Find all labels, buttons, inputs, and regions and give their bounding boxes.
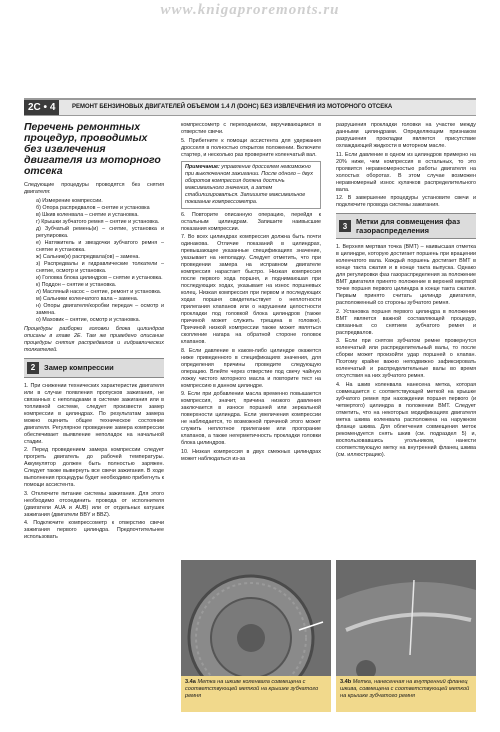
paragraph: 11. Если давление в одном из цилиндров примерно на 20% ниже, чем компрессия в остальных, то это проявится неравномерностью работы двигателя на холостых оборотах. В этом случае возможен неравномерный износ кулачков распределительного вала.	[336, 151, 476, 193]
italic-note: Процедуры разборки головки блока цилиндров описаны в главе 2E. Там же приведено описание процедуры снятия распредвалов и гидравлических толкателей.	[24, 325, 164, 353]
column-1	[24, 122, 164, 543]
paragraph: 12. В завершение процедуры установите свечи и подключите провода системы зажигания.	[336, 195, 476, 208]
watermark: www.knigaproremonts.ru	[160, 2, 340, 18]
column-3	[336, 122, 476, 460]
paragraph: 3. Если при снятом зубчатом ремне провернутся коленчатый или распределительный валы, то после сборки может произойти удар поршней о клапан. Поэтому крайне важно неподвижно зафиксировать коленчатый и распределительные валы во время отсутствия на них зубчатого ремня.	[336, 338, 476, 379]
header-title: РЕМОНТ БЕНЗИНОВЫХ ДВИГАТЕЛЕЙ ОБЪЕМОМ 1.4 Л (DOHC) БЕЗ ИЗВЛЕЧЕНИЯ ИЗ МОТОРНОГО ОТСЕКА	[72, 104, 393, 110]
paragraph: 9. Если при добавлении масла временно повышается компрессия, значит, причина низкого давления заключается в износе поршней или зеркальной поверхности цилиндра. Если увеличения компрессии не наблюдается, то возможной причиной этого может служить неплотное прилегание или прогорание клапанов, а также негерметичность прокладки головки блока цилиндров.	[181, 391, 321, 446]
photo-3-4b	[336, 560, 476, 712]
list-item: б) Опора распредвалов – снятие и установка	[36, 204, 150, 211]
paragraph: 4. На шкив коленвала нанесена метка, которая совмещается с соответствующей меткой на крышке зубчатого ремня при нахождении поршня первого (и четвертого) цилиндра в положении ВМТ. Следует отметить, что на некоторых модификациях двигателя метка шкива коленвала расположена на наружном фланце шкива. Для облегчения совмещения меток рекомендуется снять шкив (см. подраздел 5) и, воспользовавшись угольником, нанести соответствующую метку на внутренний фланец шкива (см. иллюстрацию).	[336, 381, 476, 458]
section-number: 3	[339, 220, 351, 232]
list-item: е) Натяжитель и звездочки зубчатого ремня – снятие и установка.	[36, 239, 164, 253]
photo-caption	[336, 676, 476, 712]
note-text: управление дросселем невозможно при выключенном зажигании. После одного – двух оборотов компрессия должна достичь максимального значения, а затем стабилизироваться. Запишите максимальное показание компрессометра.	[185, 163, 313, 205]
photo-number: 3.4b	[340, 679, 352, 685]
photo-3-4a	[181, 560, 331, 712]
paragraph: 2. Перед проведением замера компрессии следует прогреть двигатель до рабочей температуры. Аккумулятор должен быть полностью заряжен. Следует также вывернуть все свечи зажигания. В ходе выполнения процедуры будет необходимо прибегнуть к помощи ассистента.	[24, 447, 164, 488]
section-3-banner	[336, 213, 476, 239]
list-item: о) Маховик – снятие, осмотр и установка.	[36, 316, 141, 323]
list-item: ж) Сальник(и) распредвала(ов) – замена.	[36, 253, 140, 260]
paragraph: 3. Отключите питание системы зажигания. Для этого необходимо отсоединить провода от исполнителя (двигатели AUA и AUB) или от отдельных катушек зажигания (двигатели BBY и BBZ).	[24, 490, 164, 518]
paragraph: 10. Низкая компрессия в двух смежных цилиндрах может наблюдаться из-за	[181, 448, 321, 462]
chapter-heading: Перечень ремонтных процедур, проводимых без извлечения двигателя из моторного отсека	[24, 121, 161, 177]
paragraph: 4. Подключите компрессометр к отверстию свечи зажигания первого цилиндра. Предпочтительнее использовать	[24, 520, 164, 540]
paragraph: 6. Повторите описанную операцию, перейдя к остальным цилиндрам. Запишите наивысшие показания компрессии.	[181, 211, 321, 232]
procedure-list	[24, 198, 164, 324]
photo-caption-text: Метка, нанесенная на внутренний фланец шкива, совмещена с соответствующей меткой на крышке зубчатого ремня	[340, 679, 470, 699]
list-item: з) Распредвалы и гидравлические толкатели – снятие, осмотр и установка.	[36, 260, 164, 274]
list-item: л) Масляный насос – снятие, ремонт и установка.	[36, 288, 162, 295]
list-item: к) Поддон – снятие и установка.	[36, 281, 117, 288]
section-title: Замер компрессии	[44, 363, 114, 372]
page-number: 2C • 4	[24, 100, 59, 115]
photo-caption	[181, 676, 331, 712]
paragraph: 2. Установка поршня первого цилиндра в положении ВМТ является важной составляющей процедур, связанных со снятием зубчатого ремня и распредвалов.	[336, 308, 476, 336]
photo-number: 3.4a	[185, 679, 196, 685]
column-2	[181, 122, 321, 552]
paragraph: 1. Верхняя мертвая точка (ВМТ) – наивысшая отметка в цилиндре, которую достигает поршень при вращении коленчатого вала. Каждый поршень достигает ВМТ в конце такта сжатия и в конце такта выпуска. Однако для регулировки фаз газораспределения за положение ВМТ двигателя принято положение в верхней мертвой точке поршня первого цилиндра в конце такта сжатия. Первым принято считать цилиндр двигателя, расположенный со стороны зубчатого ремня.	[336, 244, 476, 306]
intro-text: Следующие процедуры проводятся без снятия двигателя:	[24, 182, 164, 195]
note-box	[181, 161, 321, 209]
paragraph: компрессометр с переходником, вкручивающимся в отверстие свечи.	[181, 122, 321, 135]
photo-caption-text: Метка на шкиве коленвала совмещена с соответствующей меткой на крышке зубчатого ремня	[185, 679, 319, 699]
note-label: Примечание:	[185, 163, 220, 170]
paragraph: 7. Во всех цилиндрах компрессия должна быть почти одинакова. Отличие показаний в цилиндрах, превышающее указанные спецификациях значение, указывает на неполадку. Следует отметить, что при проведении замера на исправном двигателе компрессия нарастает быстро. Низкая компрессия после первого хода поршня, и поднимаюшая при последующих ходах, указывает на износ поршневых колец. Низкая компрессия при первом и последующих ходах поршня свидетельствует о неплотности прилегания клапанов или о нарушении целостности прокладки под головкой блока цилиндров (также причиной может служить трещина в головке). Причиной низкой компрессии также может являться скопление нагара на обратной стороне головок клапанов.	[181, 234, 321, 345]
list-item: д) Зубчатый ремень(и) – снятие, установка и регулировка.	[36, 225, 164, 239]
list-item: а) Измерение компрессии.	[36, 197, 103, 204]
section-title: Метки для совмещения фаз газораспределения	[356, 217, 461, 235]
list-item: г) Крышки зубчатого ремня – снятие и установка.	[36, 218, 160, 225]
list-item: в) Шкив коленвала – снятие и установка.	[36, 211, 139, 218]
paragraph: 5. Прибегните к помощи ассистента для удержания дросселя в полностью открытом положении. Включите стартер, и несколько раз проверните коленчатый вал.	[181, 137, 321, 158]
list-item: м) Сальники коленчатого вала – замена.	[36, 295, 139, 302]
list-item: и) Головка блока цилиндров – снятие и установка.	[36, 274, 163, 281]
list-item: н) Опоры двигателя/коробки передач – осмотр и замена.	[36, 302, 164, 316]
paragraph: 8. Если давление в каком-либо цилиндре окажется ниже приведенного в спецификациях значения, для определения причины проведите следующую операцию. Влейте через отверстие под свечу чайную ложку чистого моторного масла и повторите тест на компрессию в данном цилиндре.	[181, 347, 321, 389]
section-2-banner	[24, 358, 164, 378]
section-number: 2	[27, 362, 39, 374]
paragraph: разрушения прокладки головки на участке между данными цилиндрами. Определяющим признаком разрушения прокладки является присутствие охлаждающей жидкости в моторном масле.	[336, 122, 476, 149]
page-header	[24, 98, 476, 116]
paragraph: 1. При снижении технических характеристик двигателя или в случае появления пропусков зажигания, не связанных с неполадками в системе зажигания или в топливной системе, следует произвести замер компрессии в цилиндрах. По результатам замера можно оценить общее техническое состояние двигателя. Регулярное проведение замера компрессии обеспечивает выявление неполадок на начальной стадии.	[24, 382, 164, 445]
